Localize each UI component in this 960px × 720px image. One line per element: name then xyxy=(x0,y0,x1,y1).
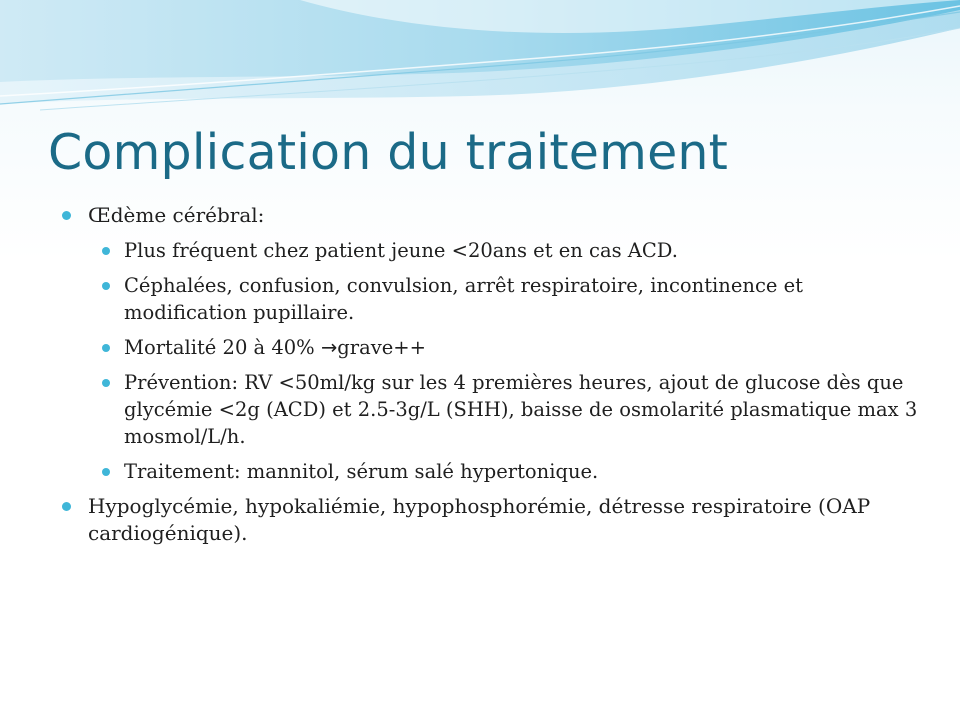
bullet-item xyxy=(60,202,920,229)
sub-bullet-item xyxy=(60,458,920,485)
sub-bullet-item xyxy=(60,237,920,264)
sub-bullet-item xyxy=(60,272,920,326)
bullet-text: Œdème cérébral: xyxy=(88,203,265,227)
bullet-text: Prévention: RV <50ml/kg sur les 4 premières heures, ajout de glucose dès que glycémie <2g (ACD) et 2.5-3g/L (SHH), baisse de osmolarité plasmatique max 3 mosmol/L/h. xyxy=(124,371,918,448)
bullet-text: Plus fréquent chez patient jeune <20ans et en cas ACD. xyxy=(124,239,678,262)
sub-bullet-item xyxy=(60,334,920,361)
sub-bullet-item xyxy=(60,369,920,450)
slide-title: Complication du traitement xyxy=(48,124,729,181)
bullet-text: Mortalité 20 à 40% xyxy=(124,336,321,359)
bullet-list xyxy=(60,202,920,555)
bullet-text: Hypoglycémie, hypokaliémie, hypophosphorémie, détresse respiratoire (OAP cardiogénique). xyxy=(88,494,871,545)
bullet-text: Céphalées, confusion, convulsion, arrêt respiratoire, incontinence et modification pupillaire. xyxy=(124,274,803,324)
decorative-wave-header xyxy=(0,0,960,130)
bullet-text: Traitement: mannitol, sérum salé hypertonique. xyxy=(124,460,599,483)
bullet-text: grave++ xyxy=(337,336,426,359)
arrow-right-icon: → xyxy=(320,336,338,359)
bullet-item xyxy=(60,493,920,547)
